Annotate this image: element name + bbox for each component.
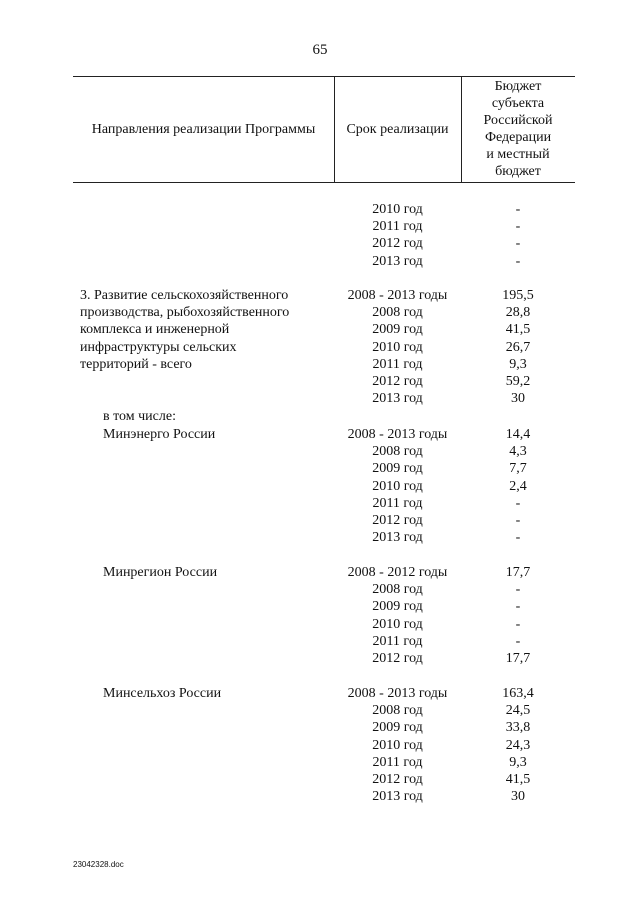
- term-cell: 2012 год: [372, 651, 423, 666]
- budget-cell: -: [515, 530, 521, 546]
- budget-cell: 17,7: [505, 651, 531, 666]
- table-row: [0, 443, 640, 460]
- budget-cell: 9,3: [509, 356, 527, 372]
- footer-filename: 23042328.doc: [73, 860, 124, 869]
- section-title-line: производства, рыбохозяйственного: [80, 305, 290, 321]
- budget-cell: 24,5: [505, 703, 531, 719]
- budget-cell: 41,5: [505, 772, 531, 787]
- term-cell: 2008 год: [372, 582, 423, 598]
- table-row: [0, 426, 640, 443]
- ministry-name: Минэнерго России: [103, 427, 216, 442]
- table-row: [0, 339, 640, 356]
- table-row: [0, 685, 640, 702]
- table-row: [0, 201, 640, 218]
- budget-cell: 163,4: [502, 686, 534, 701]
- budget-cell: -: [515, 495, 521, 511]
- budget-cell: 59,2: [505, 374, 531, 389]
- including-label: в том числе:: [103, 409, 176, 424]
- page-number: 65: [312, 42, 328, 58]
- budget-cell: 17,7: [505, 565, 531, 580]
- budget-cell: 4,3: [509, 444, 527, 460]
- section-title-line: территорий - всего: [80, 356, 192, 372]
- term-cell: 2011 год: [372, 356, 423, 372]
- table-row: [0, 564, 640, 581]
- term-cell: 2010 год: [372, 616, 423, 632]
- term-cell: 2013 год: [372, 789, 423, 805]
- table-row: [0, 754, 640, 771]
- term-cell: 2010 год: [372, 478, 423, 494]
- term-cell: 2008 - 2013 годы: [347, 686, 448, 701]
- term-cell: 2010 год: [372, 202, 423, 217]
- table-row: [0, 373, 640, 390]
- term-cell: 2009 год: [372, 322, 423, 338]
- term-cell: 2011 год: [372, 219, 423, 235]
- budget-cell: 30: [511, 391, 525, 407]
- term-cell: 2011 год: [372, 754, 423, 770]
- term-cell: 2013 год: [372, 530, 423, 546]
- table-row: [0, 529, 640, 546]
- budget-cell: 7,7: [509, 461, 527, 477]
- table-row: [0, 356, 640, 373]
- budget-cell: -: [515, 582, 521, 598]
- budget-cell: 195,5: [502, 288, 534, 303]
- table-row: [0, 702, 640, 719]
- budget-cell: 28,8: [505, 305, 531, 321]
- table-row: [0, 616, 640, 633]
- ministry-name: Минсельхоз России: [103, 686, 222, 701]
- table-row: [0, 304, 640, 321]
- term-cell: 2009 год: [372, 720, 423, 736]
- header-cell-budget: Бюджет субъекта Российской Федерации и местный бюджет: [483, 79, 553, 179]
- budget-cell: 41,5: [505, 322, 531, 338]
- table-row: [0, 460, 640, 477]
- section-title-line: 3. Развитие сельскохозяйственного: [80, 288, 289, 303]
- ministry-name: Минрегион России: [103, 565, 218, 580]
- section-title-line: инфраструктуры сельских: [80, 339, 237, 355]
- budget-cell: 33,8: [505, 720, 531, 736]
- table-row: [0, 478, 640, 495]
- term-cell: 2009 год: [372, 461, 423, 477]
- term-cell: 2010 год: [372, 339, 423, 355]
- term-cell: 2008 - 2013 годы: [347, 288, 448, 303]
- budget-cell: -: [515, 616, 521, 632]
- table-row: [0, 581, 640, 598]
- table-row: [0, 321, 640, 338]
- table-row: [0, 719, 640, 736]
- header-cell-term: Срок реализации: [346, 121, 449, 137]
- budget-cell: -: [515, 633, 521, 649]
- budget-cell: -: [515, 253, 521, 269]
- term-cell: 2013 год: [372, 253, 423, 269]
- budget-cell: -: [515, 599, 521, 615]
- term-cell: 2013 год: [372, 391, 423, 407]
- section-title-line: комплекса и инженерной: [80, 322, 230, 338]
- term-cell: 2008 год: [372, 305, 423, 321]
- term-cell: 2008 - 2012 годы: [347, 565, 448, 580]
- budget-cell: 2,4: [509, 478, 527, 494]
- term-cell: 2012 год: [372, 772, 423, 787]
- budget-cell: 14,4: [505, 427, 531, 442]
- term-cell: 2011 год: [372, 633, 423, 649]
- term-cell: 2009 год: [372, 599, 423, 615]
- term-cell: 2012 год: [372, 513, 423, 528]
- table-row: [0, 495, 640, 512]
- table-row: [0, 253, 640, 270]
- table-row: [0, 771, 640, 788]
- term-cell: 2008 - 2013 годы: [347, 427, 448, 442]
- budget-cell: 24,3: [505, 737, 531, 753]
- budget-cell: -: [515, 219, 521, 235]
- budget-cell: -: [515, 513, 521, 528]
- budget-cell: 26,7: [505, 339, 531, 355]
- table-row: [0, 788, 640, 805]
- term-cell: 2008 год: [372, 703, 423, 719]
- table-row: [0, 390, 640, 407]
- term-cell: 2012 год: [372, 374, 423, 389]
- table-row: [0, 650, 640, 667]
- table-row: [0, 218, 640, 235]
- term-cell: 2012 год: [372, 236, 423, 252]
- table-row: [0, 633, 640, 650]
- header-cell-directions: Направления реализации Программы: [91, 121, 316, 137]
- term-cell: 2011 год: [372, 495, 423, 511]
- budget-cell: 9,3: [509, 754, 527, 770]
- table-row: [0, 287, 640, 304]
- term-cell: 2010 год: [372, 737, 423, 753]
- table-row: [0, 235, 640, 252]
- budget-cell: -: [515, 202, 521, 217]
- table-row: [0, 512, 640, 529]
- budget-cell: 30: [511, 789, 525, 805]
- budget-cell: -: [515, 236, 521, 252]
- table-row: [0, 598, 640, 615]
- term-cell: 2008 год: [372, 444, 423, 460]
- table-row: [0, 737, 640, 754]
